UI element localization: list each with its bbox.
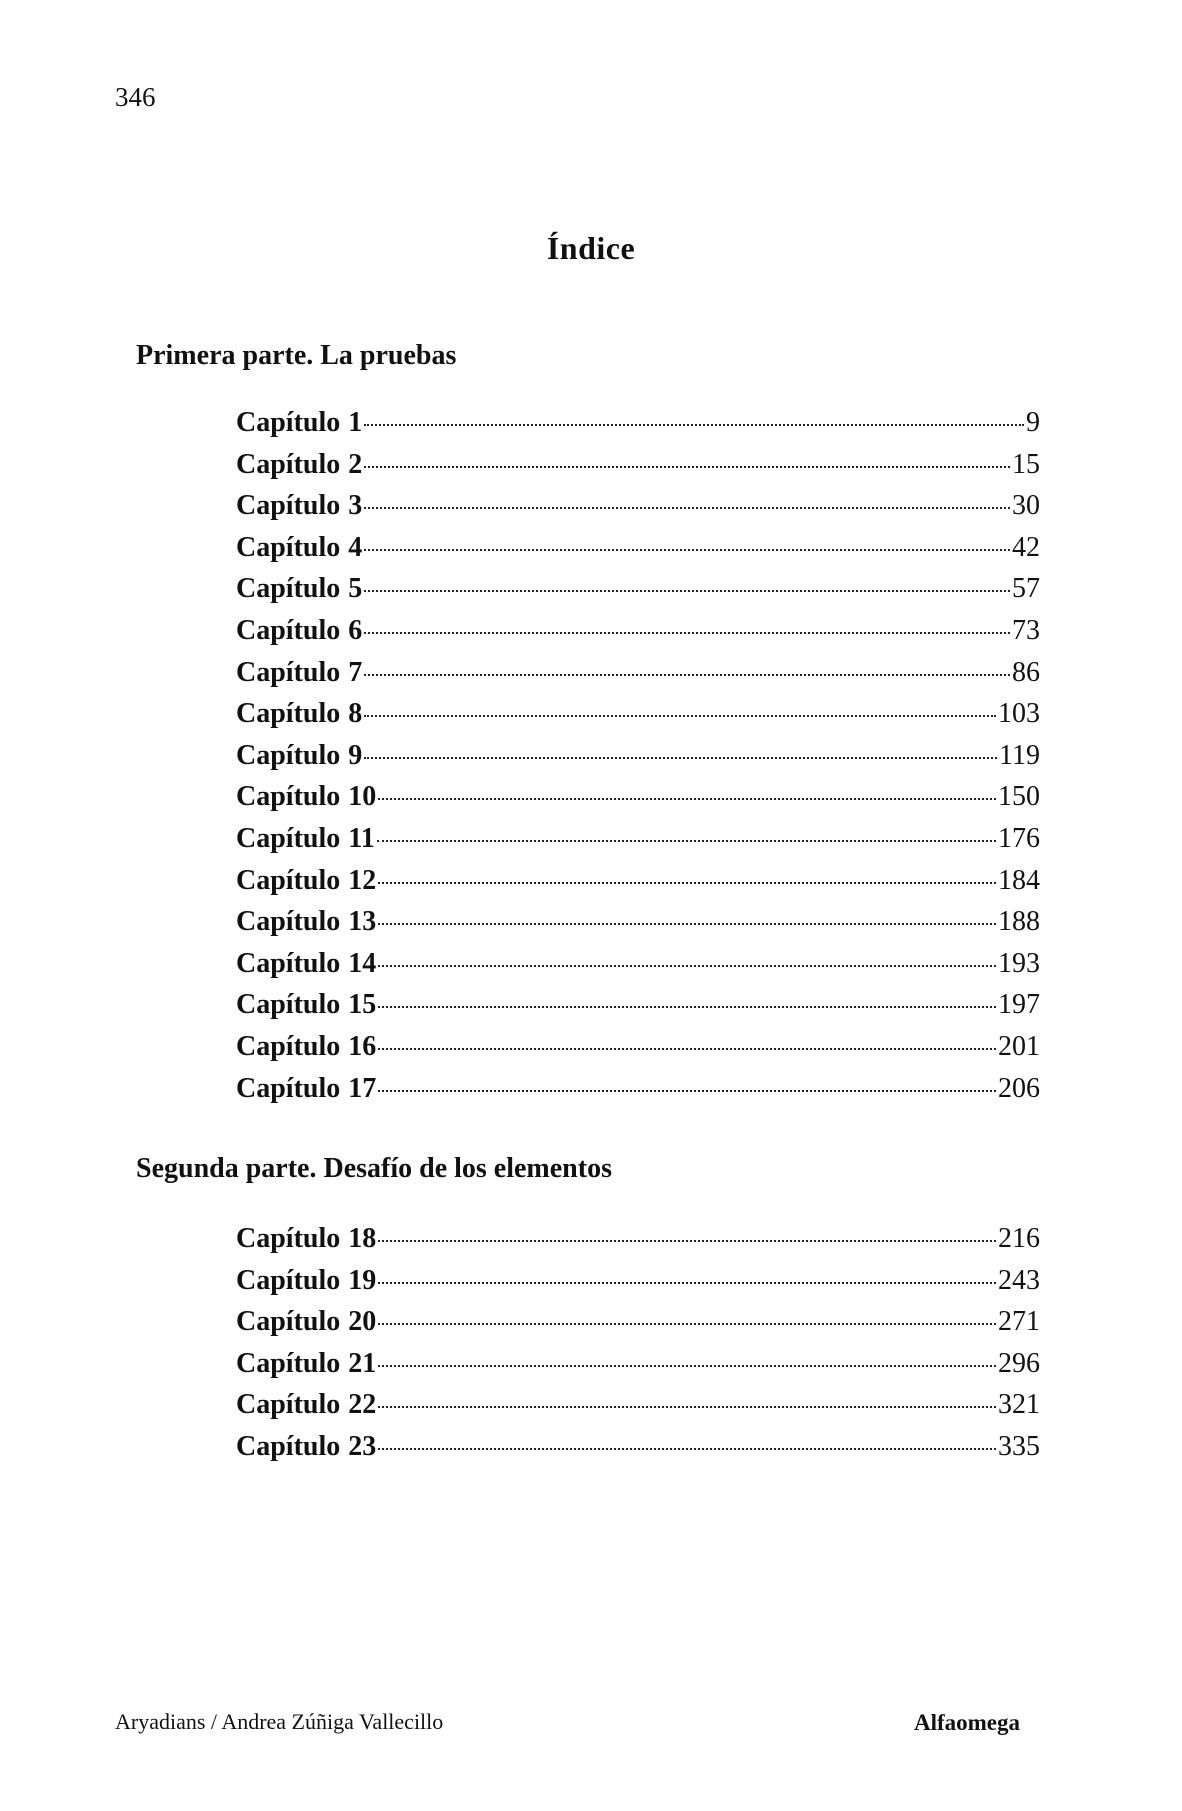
dot-leader — [364, 549, 1010, 551]
toc-entry — [236, 1072, 1040, 1117]
chapter-label: Capítulo — [236, 1389, 341, 1421]
toc-entry — [236, 614, 1040, 659]
dot-leader — [378, 1006, 996, 1008]
toc-entry — [236, 575, 1040, 617]
chapter-number: 1 — [348, 407, 363, 438]
chapter-page-number: 206 — [998, 1072, 1040, 1104]
chapter-page-number: 243 — [998, 1264, 1040, 1296]
dot-leader — [378, 1448, 996, 1450]
chapter-label: Capítulo — [236, 947, 341, 979]
toc-entry — [236, 700, 1040, 742]
chapter-label: Capítulo — [236, 739, 341, 771]
chapter-number: 4 — [348, 531, 363, 563]
toc-list-part-2 — [236, 1225, 1040, 1475]
dot-leader — [378, 882, 996, 884]
toc-entry — [236, 1308, 1040, 1350]
chapter-label: Capítulo — [236, 656, 341, 688]
chapter-label: Capítulo — [236, 781, 341, 813]
chapter-number: 8 — [348, 698, 363, 730]
chapter-number: 5 — [348, 573, 363, 605]
chapter-page-number: 176 — [998, 822, 1040, 854]
chapter-page-number: 201 — [998, 1030, 1040, 1062]
chapter-number: 23 — [348, 1430, 377, 1462]
chapter-label: Capítulo — [236, 407, 341, 438]
chapter-label: Capítulo — [236, 573, 341, 605]
chapter-number: 11 — [348, 822, 375, 854]
chapter-page-number: 86 — [1012, 656, 1040, 688]
toc-entry — [236, 1430, 1040, 1475]
chapter-page-number: 321 — [998, 1389, 1040, 1421]
toc-entry — [236, 448, 1040, 493]
chapter-page-number: 150 — [998, 781, 1040, 813]
chapter-page-number: 271 — [998, 1306, 1040, 1338]
chapter-number: 10 — [348, 781, 377, 813]
chapter-number: 15 — [348, 989, 377, 1021]
chapter-number: 14 — [348, 947, 377, 979]
chapter-page-number: 9 — [1026, 407, 1040, 438]
chapter-page-number: 188 — [998, 906, 1040, 938]
chapter-page-number: 335 — [998, 1430, 1040, 1462]
chapter-page-number: 15 — [1012, 448, 1040, 480]
part-title-2: Segunda parte. Desafío de los elementos — [136, 1153, 612, 1184]
chapter-label: Capítulo — [236, 1430, 341, 1462]
chapter-number: 22 — [348, 1389, 377, 1421]
dot-leader — [378, 1048, 996, 1050]
chapter-number: 17 — [348, 1072, 377, 1104]
chapter-label: Capítulo — [236, 822, 341, 854]
dot-leader — [378, 1090, 996, 1092]
chapter-number: 3 — [348, 490, 363, 522]
dot-leader — [378, 1406, 996, 1408]
toc-entry — [236, 991, 1040, 1033]
chapter-label: Capítulo — [236, 698, 341, 730]
chapter-label: Capítulo — [236, 1223, 341, 1254]
chapter-page-number: 73 — [1012, 614, 1040, 646]
toc-entry — [236, 947, 1040, 992]
dot-leader — [364, 507, 1010, 509]
chapter-page-number: 42 — [1012, 531, 1040, 563]
index-title: Índice — [546, 230, 636, 266]
footer-publisher: Alfaomega — [913, 1710, 1020, 1735]
toc-entry — [236, 1264, 1040, 1309]
chapter-label: Capítulo — [236, 531, 341, 563]
chapter-page-number: 197 — [998, 989, 1040, 1021]
chapter-page-number: 216 — [998, 1223, 1040, 1254]
toc-entry — [236, 1347, 1040, 1392]
chapter-label: Capítulo — [236, 1264, 341, 1296]
chapter-page-number: 184 — [998, 864, 1040, 896]
chapter-label: Capítulo — [236, 906, 341, 938]
chapter-number: 9 — [348, 739, 363, 771]
dot-leader — [364, 466, 1010, 468]
chapter-number: 16 — [348, 1030, 377, 1062]
chapter-number: 2 — [348, 448, 363, 480]
toc-entry — [236, 1391, 1040, 1433]
part-title-1: Primera parte. La pruebas — [136, 340, 457, 371]
dot-leader — [378, 1323, 996, 1325]
chapter-label: Capítulo — [236, 989, 341, 1021]
dot-leader — [377, 840, 996, 842]
chapter-number: 19 — [348, 1264, 377, 1296]
dot-leader — [364, 757, 997, 759]
dot-leader — [378, 1282, 996, 1284]
dot-leader — [378, 965, 996, 967]
dot-leader — [378, 1240, 996, 1242]
dot-leader — [364, 590, 1010, 592]
toc-entry — [236, 492, 1040, 534]
chapter-number: 13 — [348, 906, 377, 938]
chapter-number: 12 — [348, 864, 377, 896]
chapter-label: Capítulo — [236, 614, 341, 646]
dot-leader — [378, 798, 996, 800]
chapter-number: 20 — [348, 1306, 377, 1338]
chapter-label: Capítulo — [236, 448, 341, 480]
chapter-label: Capítulo — [236, 1030, 341, 1062]
toc-entry — [236, 1225, 1040, 1267]
dot-leader — [364, 632, 1010, 634]
footer-author: Aryadians / Andrea Zúñiga Vallecillo — [115, 1709, 444, 1734]
toc-entry — [236, 531, 1040, 576]
toc-entry — [236, 739, 1040, 784]
toc-entry — [236, 908, 1040, 950]
chapter-label: Capítulo — [236, 1072, 341, 1104]
dot-leader — [378, 923, 996, 925]
chapter-label: Capítulo — [236, 864, 341, 896]
chapter-number: 7 — [348, 656, 363, 688]
dot-leader — [364, 715, 996, 717]
toc-entry — [236, 864, 1040, 909]
toc-entry — [236, 409, 1040, 451]
page-number: 346 — [115, 82, 156, 112]
toc-entry — [236, 783, 1040, 825]
dot-leader — [378, 1365, 996, 1367]
chapter-label: Capítulo — [236, 1306, 341, 1338]
toc-entry — [236, 1030, 1040, 1075]
chapter-page-number: 30 — [1012, 490, 1040, 522]
chapter-number: 6 — [348, 614, 363, 646]
chapter-number: 21 — [348, 1347, 377, 1379]
chapter-page-number: 57 — [1012, 573, 1040, 605]
chapter-page-number: 119 — [999, 739, 1040, 771]
dot-leader — [364, 424, 1024, 426]
chapter-page-number: 296 — [998, 1347, 1040, 1379]
toc-entry — [236, 656, 1040, 701]
chapter-label: Capítulo — [236, 1347, 341, 1379]
toc-list-part-1 — [236, 409, 1040, 1116]
chapter-page-number: 193 — [998, 947, 1040, 979]
chapter-number: 18 — [348, 1223, 377, 1254]
chapter-label: Capítulo — [236, 490, 341, 522]
dot-leader — [364, 674, 1010, 676]
toc-entry — [236, 822, 1040, 867]
chapter-page-number: 103 — [998, 698, 1040, 730]
